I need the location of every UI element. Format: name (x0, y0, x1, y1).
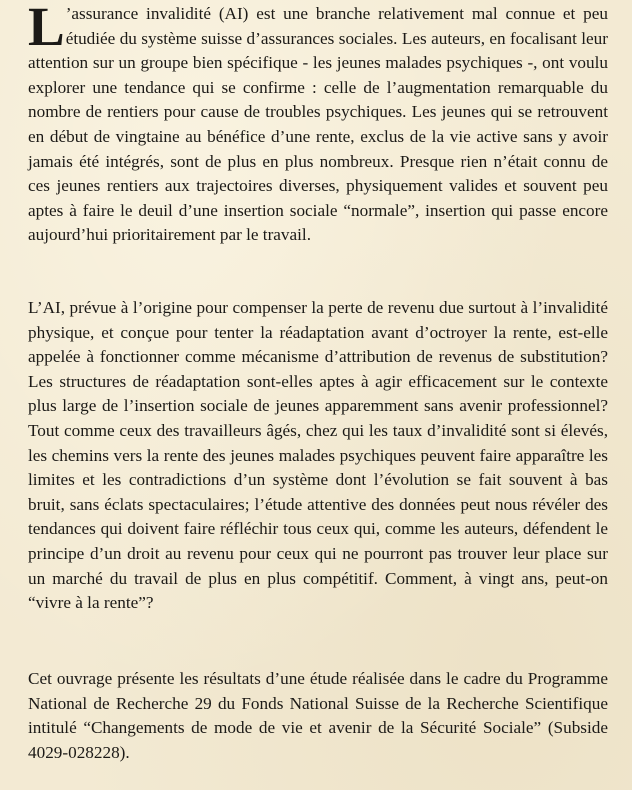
paragraph-funding-note: Cet ouvrage présente les résultats d’une étude réalisée dans le cadre du Programme National de Recherche 29 du Fonds National Suisse de la Recherche Scientifique intitulé “Changements de mode de vie et avenir de la Sécurité Sociale” (Subside 4029-028228). (28, 669, 608, 762)
paragraph-intro-text: ’assurance invalidité (AI) est une branche relativement mal connue et peu étudiée du système suisse d’assurances sociales. Les auteurs, en focalisant leur attention sur un groupe bien spécifique - les jeunes malades psychiques -, ont voulu explorer une tendance qui se confirme : celle de l’augmentation remarquable du nombre de rentiers pour cause de troubles psychiques. Les jeunes qui se retrouvent en début de vingtaine au bénéfice d’une rente, exclus de la vie active sans y avoir jamais été intégrés, sont de plus en plus nombreux. Presque rien n’était connu de ces jeunes rentiers aux trajectoires diverses, physiquement valides et souvent peu aptes à faire le deuil d’une insertion sociale “normale”, insertion qui passe encore aujourd’hui prioritairement par le travail. (28, 4, 608, 245)
paragraph-intro (28, 2, 608, 248)
paragraph-questions: L’AI, prévue à l’origine pour compenser la perte de revenu due surtout à l’invalidité physique, et conçue pour tenter la réadaptation avant d’octroyer la rente, est-elle appelée à fonctionner comme mécanisme d’attribution de revenus de substitution? Les structures de réadaptation sont-elles aptes à agir efficacement sur le contexte plus large de l’insertion sociale de jeunes apparemment sans avenir professionnel? Tout comme ceux des travailleurs âgés, chez qui les taux d’invalidité sont si élevés, les chemins vers la rente des jeunes malades psychiques peuvent faire apparaître les limites et les contradictions d’un système dont l’évolution se fait souvent à bas bruit, sans éclats spectaculaires; l’étude attentive des données peut nous révéler des tendances qui doivent faire réfléchir tous ceux qui, comme les auteurs, défendent le principe d’un droit au revenu pour ceux qui ne pourront pas trouver leur place sur un marché du travail de plus en plus compétitif. Comment, à vingt ans, peut-on “vivre à la rente”? (28, 298, 608, 613)
drop-cap: L (28, 0, 65, 57)
